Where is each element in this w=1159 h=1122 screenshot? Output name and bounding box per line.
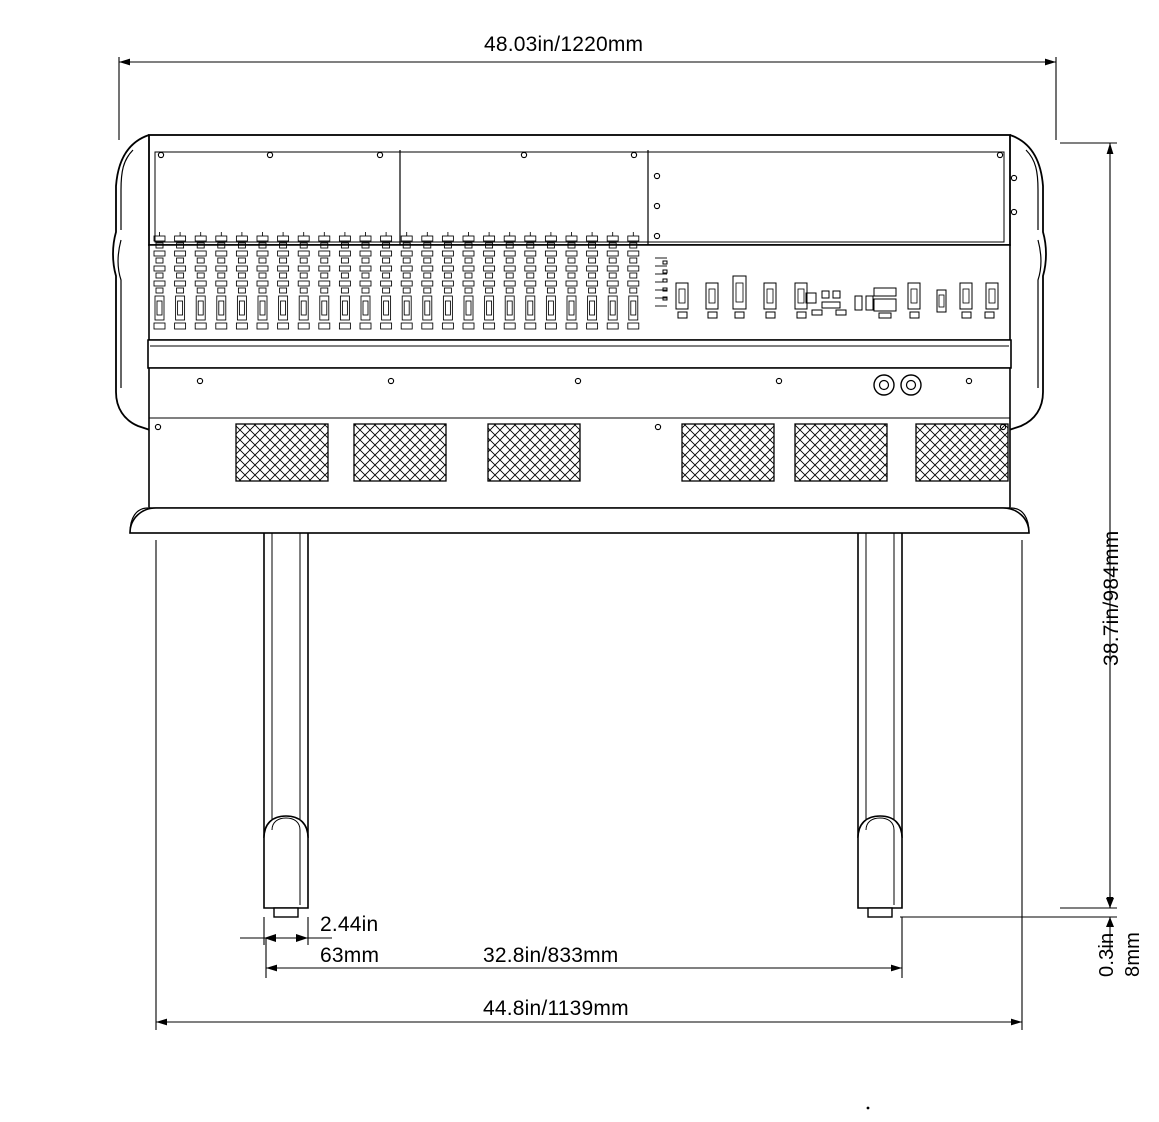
top-overall-width-label: 48.03in/1220mm — [484, 33, 644, 56]
console-body — [113, 135, 1046, 917]
right-foot-height-in-label: 0.3in — [1096, 932, 1118, 977]
leg-spacing-label: 32.8in/833mm — [483, 944, 619, 967]
right-foot-height-mm-label: 8mm — [1122, 931, 1144, 977]
bottom-overall-width-label: 44.8in/1139mm — [483, 997, 629, 1020]
leg-width-in-label: 2.44in — [320, 913, 379, 936]
leg-left — [264, 533, 308, 917]
right-overall-height-label: 38.7in/984mm — [1100, 530, 1123, 666]
leg-right — [858, 533, 902, 917]
leg-width-mm-label: 63mm — [320, 944, 380, 967]
